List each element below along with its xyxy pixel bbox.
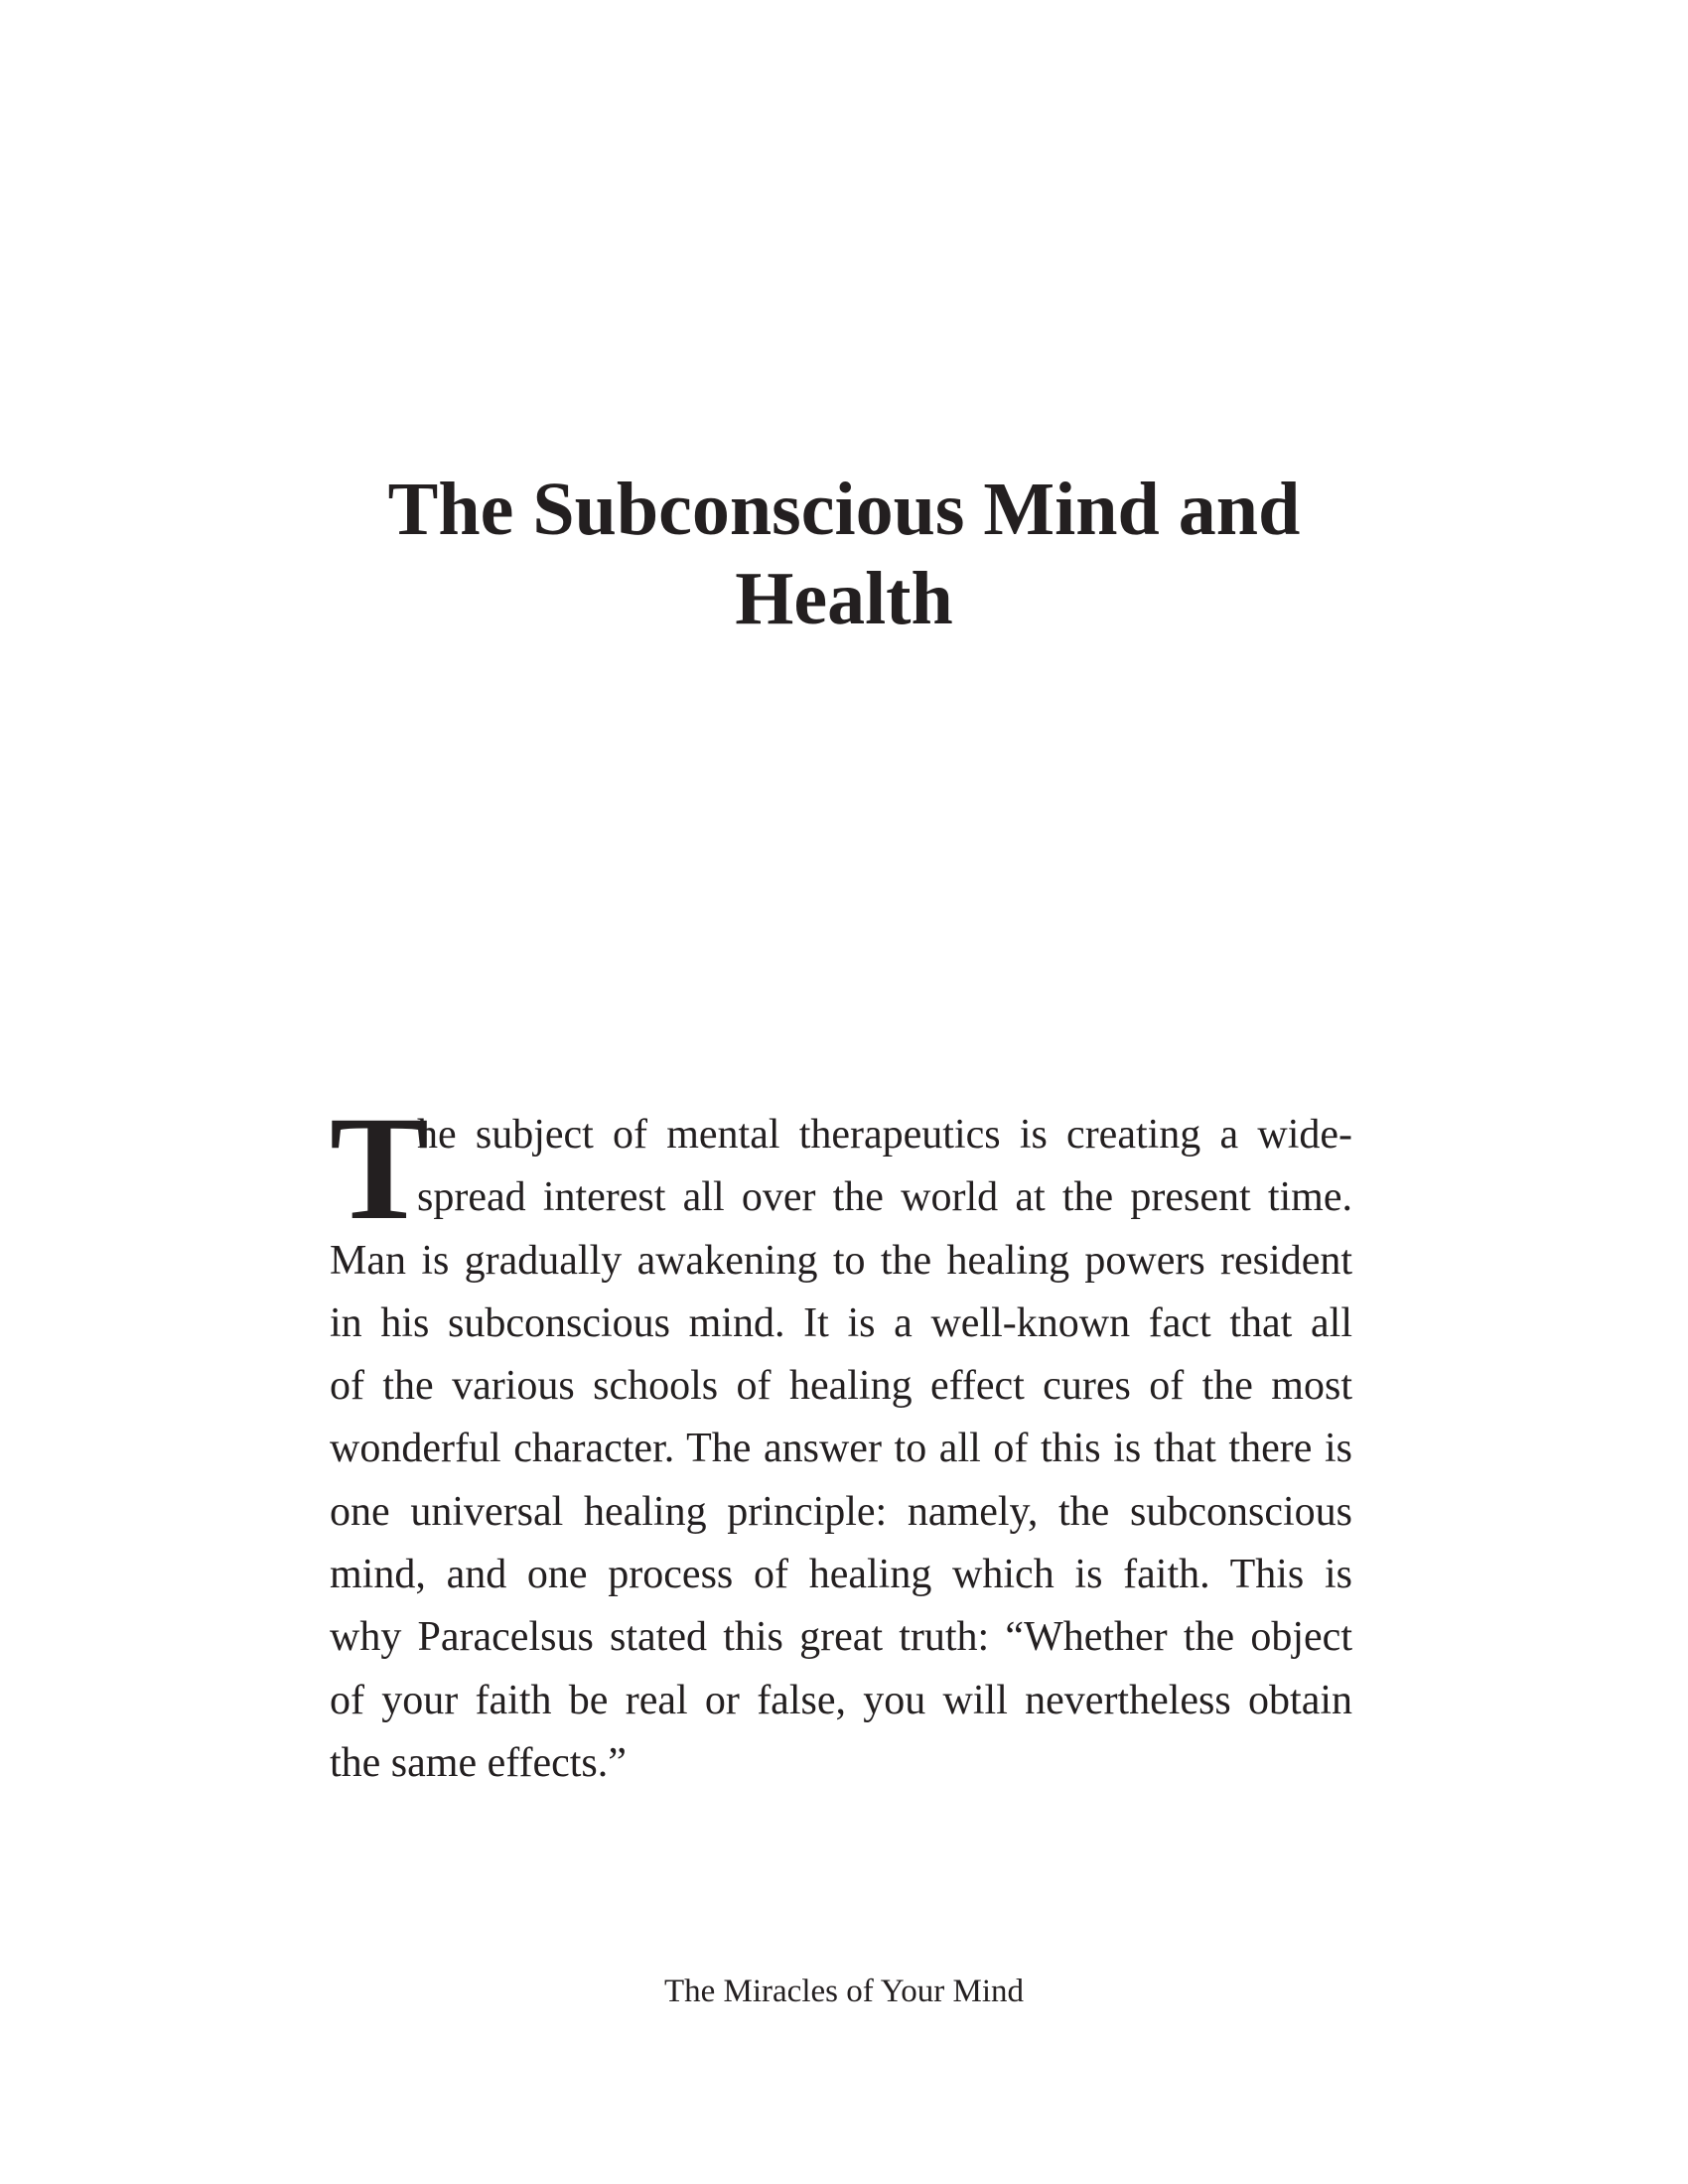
body-paragraph <box>330 1086 1352 1795</box>
paragraph-line: mind, and one process of healing which is faith. This is <box>330 1552 1352 1598</box>
paragraph-line: he subject of mental therapeutics is creating a wide- <box>417 1112 1352 1158</box>
paragraph-line: of the various schools of healing effect cures of the most <box>330 1363 1352 1410</box>
paragraph-line: why Paracelsus stated this great truth: “Whether the object <box>330 1614 1352 1661</box>
paragraph-line: spread interest all over the world at the present time. <box>417 1174 1352 1221</box>
paragraph-line: wonderful character. The answer to all of this is that there is <box>330 1426 1352 1472</box>
chapter-title-line-2: Health <box>735 557 953 640</box>
paragraph-line: one universal healing principle: namely, the subconscious <box>330 1488 1352 1535</box>
paragraph-line: in his subconscious mind. It is a well-known fact that all <box>330 1299 1352 1346</box>
chapter-title-line-1: The Subconscious Mind and <box>387 468 1301 551</box>
paragraph-line: of your faith be real or false, you will nevertheless obtain <box>330 1677 1352 1723</box>
chapter-title <box>0 465 1688 643</box>
running-footer: The Miracles of Your Mind <box>663 1974 1025 2009</box>
drop-cap: T <box>330 1086 430 1251</box>
paragraph-line: Man is gradually awakening to the healing powers resident <box>330 1237 1352 1284</box>
paragraph-line: the same effects.” <box>330 1739 627 1786</box>
